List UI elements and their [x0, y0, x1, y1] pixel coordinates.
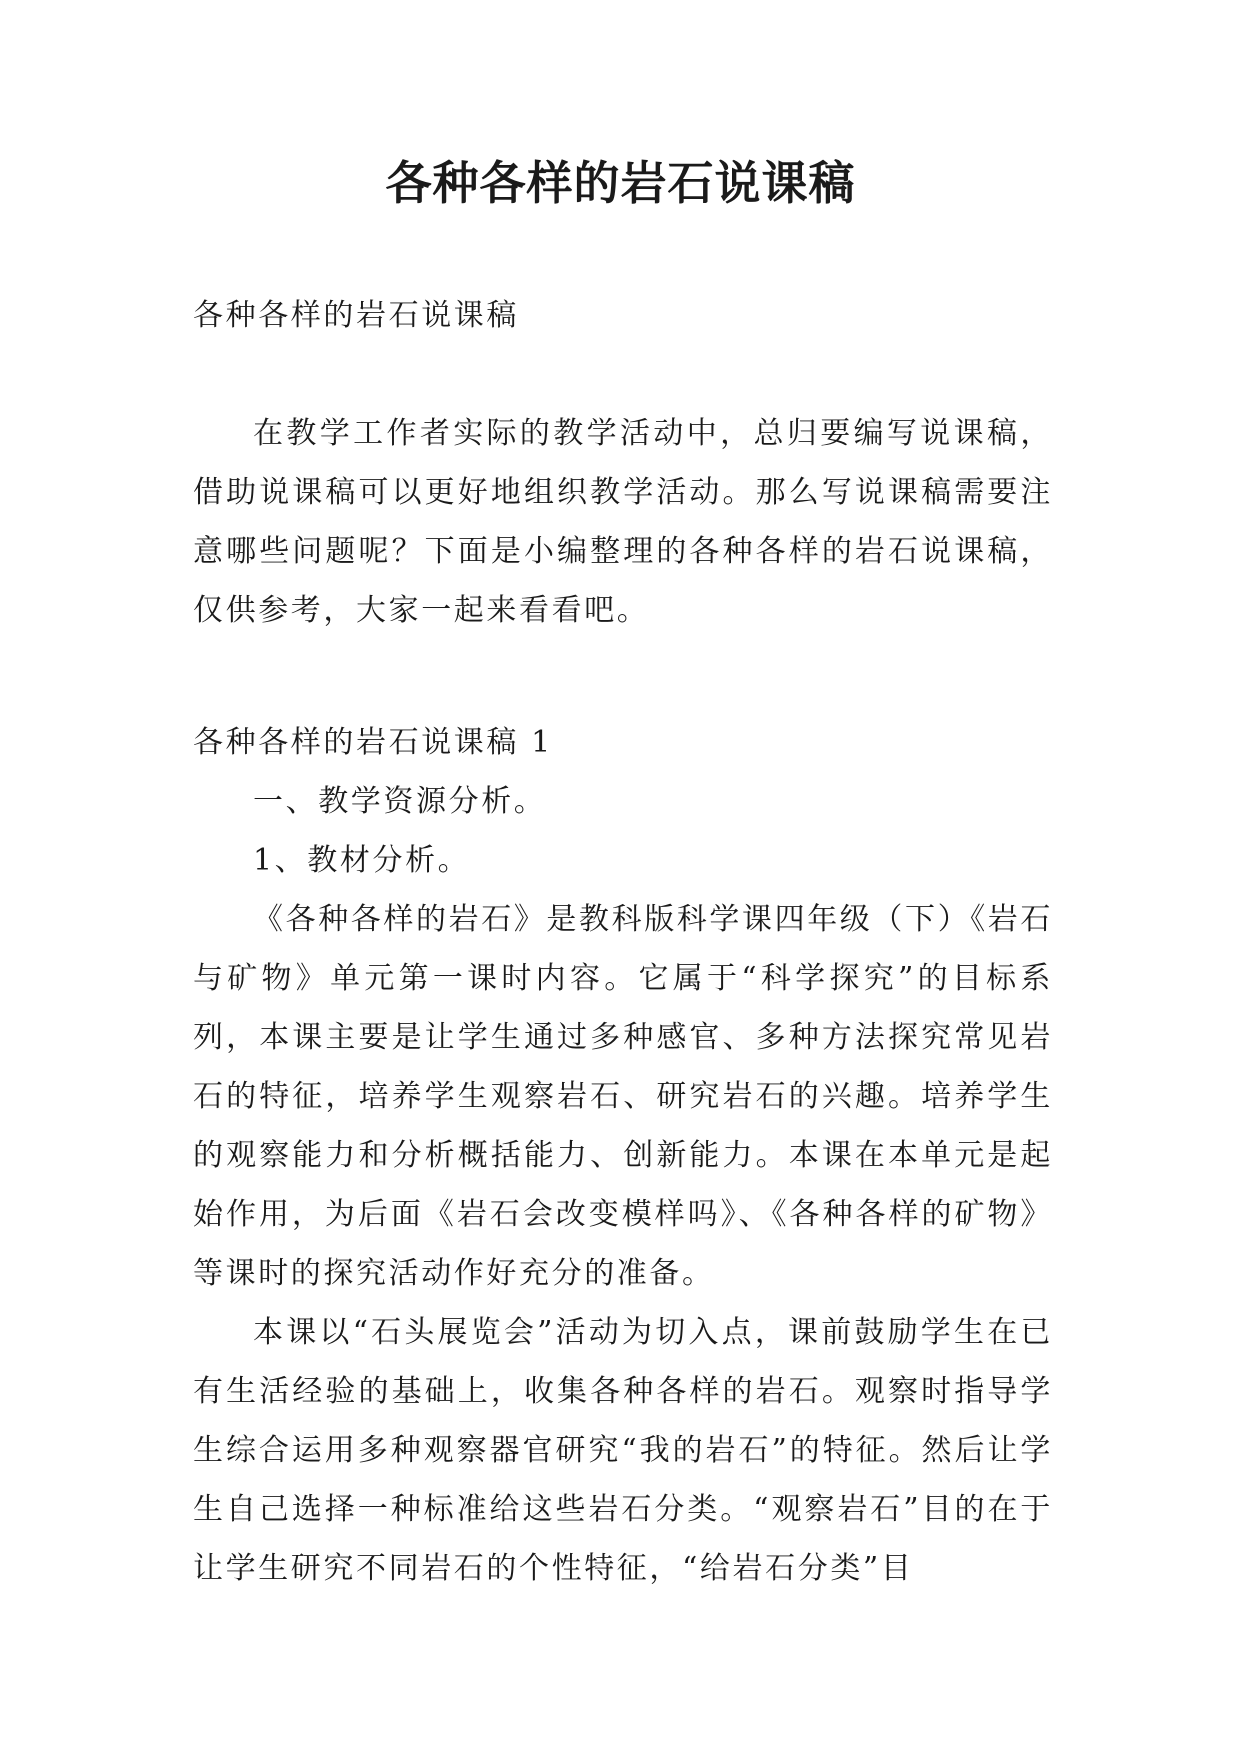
- sub-heading: 1、教材分析。: [253, 843, 471, 878]
- part-heading: 一、教学资源分析。: [253, 784, 547, 819]
- intro-paragraph: 在教学工作者实际的教学活动中，总归要编写说课稿，借助说课稿可以更好地组织教学活动。那么写说课稿需要注意哪些问题呢？下面是小编整理的各种各样的岩石说课稿，仅供参考，大家一起来看看吧。: [193, 416, 1053, 628]
- body-paragraph-2: 本课以“石头展览会”活动为切入点，课前鼓励学生在已有生活经验的基础上，收集各种各样的岩石。观察时指导学生综合运用多种观察器官研究“我的岩石”的特征。然后让学生自己选择一种标准给这些岩石分类。“观察岩石”目的在于让学生研究不同岩石的个性特征，“给岩石分类”目: [193, 1315, 1053, 1586]
- section-heading: 各种各样的岩石说课稿 1: [193, 725, 553, 760]
- document-title: 各种各样的岩石说课稿: [385, 156, 856, 210]
- document-body: [193, 288, 1053, 1598]
- body-paragraph-1: 《各种各样的岩石》是教科版科学课四年级（下）《岩石与矿物》单元第一课时内容。它属于“科学探究”的目标系列，本课主要是让学生通过多种感官、多种方法探究常见岩石的特征，培养学生观察岩石、研究岩石的兴趣。培养学生的观察能力和分析概括能力、创新能力。本课在本单元是起始作用，为后面《岩石会改变模样吗》、《各种各样的矿物》等课时的探究活动作好充分的准备。: [193, 902, 1053, 1291]
- document-subtitle: 各种各样的岩石说课稿: [193, 298, 519, 333]
